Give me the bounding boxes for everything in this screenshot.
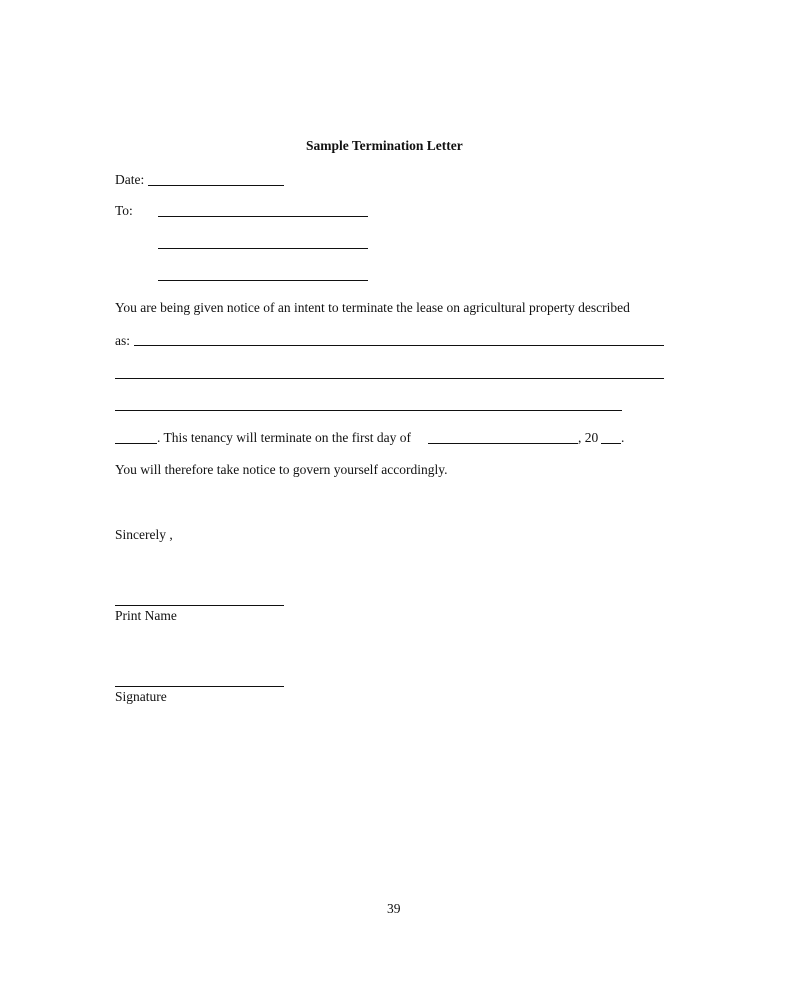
date-label: Date: [115, 172, 145, 187]
print-name-line[interactable] [115, 605, 284, 606]
day-field-line[interactable] [115, 443, 157, 444]
signature-line[interactable] [115, 686, 284, 687]
year-prefix: , 20 [578, 430, 599, 445]
closing-text: Sincerely , [115, 527, 173, 542]
year-suffix: . [621, 430, 625, 445]
month-field-line[interactable] [428, 443, 578, 444]
page-number: 39 [387, 901, 401, 916]
to-field-line-1[interactable] [158, 216, 368, 217]
signature-label: Signature [115, 689, 167, 704]
notice-text: You are being given notice of an intent to terminate the lease on agricultural property described [115, 300, 630, 315]
property-description-line-2[interactable] [115, 378, 664, 379]
as-label: as: [115, 333, 130, 348]
print-name-label: Print Name [115, 608, 177, 623]
property-description-line-3[interactable] [115, 410, 622, 411]
to-field-line-2[interactable] [158, 248, 368, 249]
letter-title: Sample Termination Letter [306, 138, 463, 153]
property-description-line-1[interactable] [134, 345, 664, 346]
date-field-line[interactable] [148, 185, 284, 186]
year-field-line[interactable] [601, 443, 621, 444]
govern-text: You will therefore take notice to govern yourself accordingly. [115, 462, 448, 477]
to-field-line-3[interactable] [158, 280, 368, 281]
to-label: To: [115, 203, 133, 218]
terminate-text: . This tenancy will terminate on the first day of [157, 430, 411, 445]
